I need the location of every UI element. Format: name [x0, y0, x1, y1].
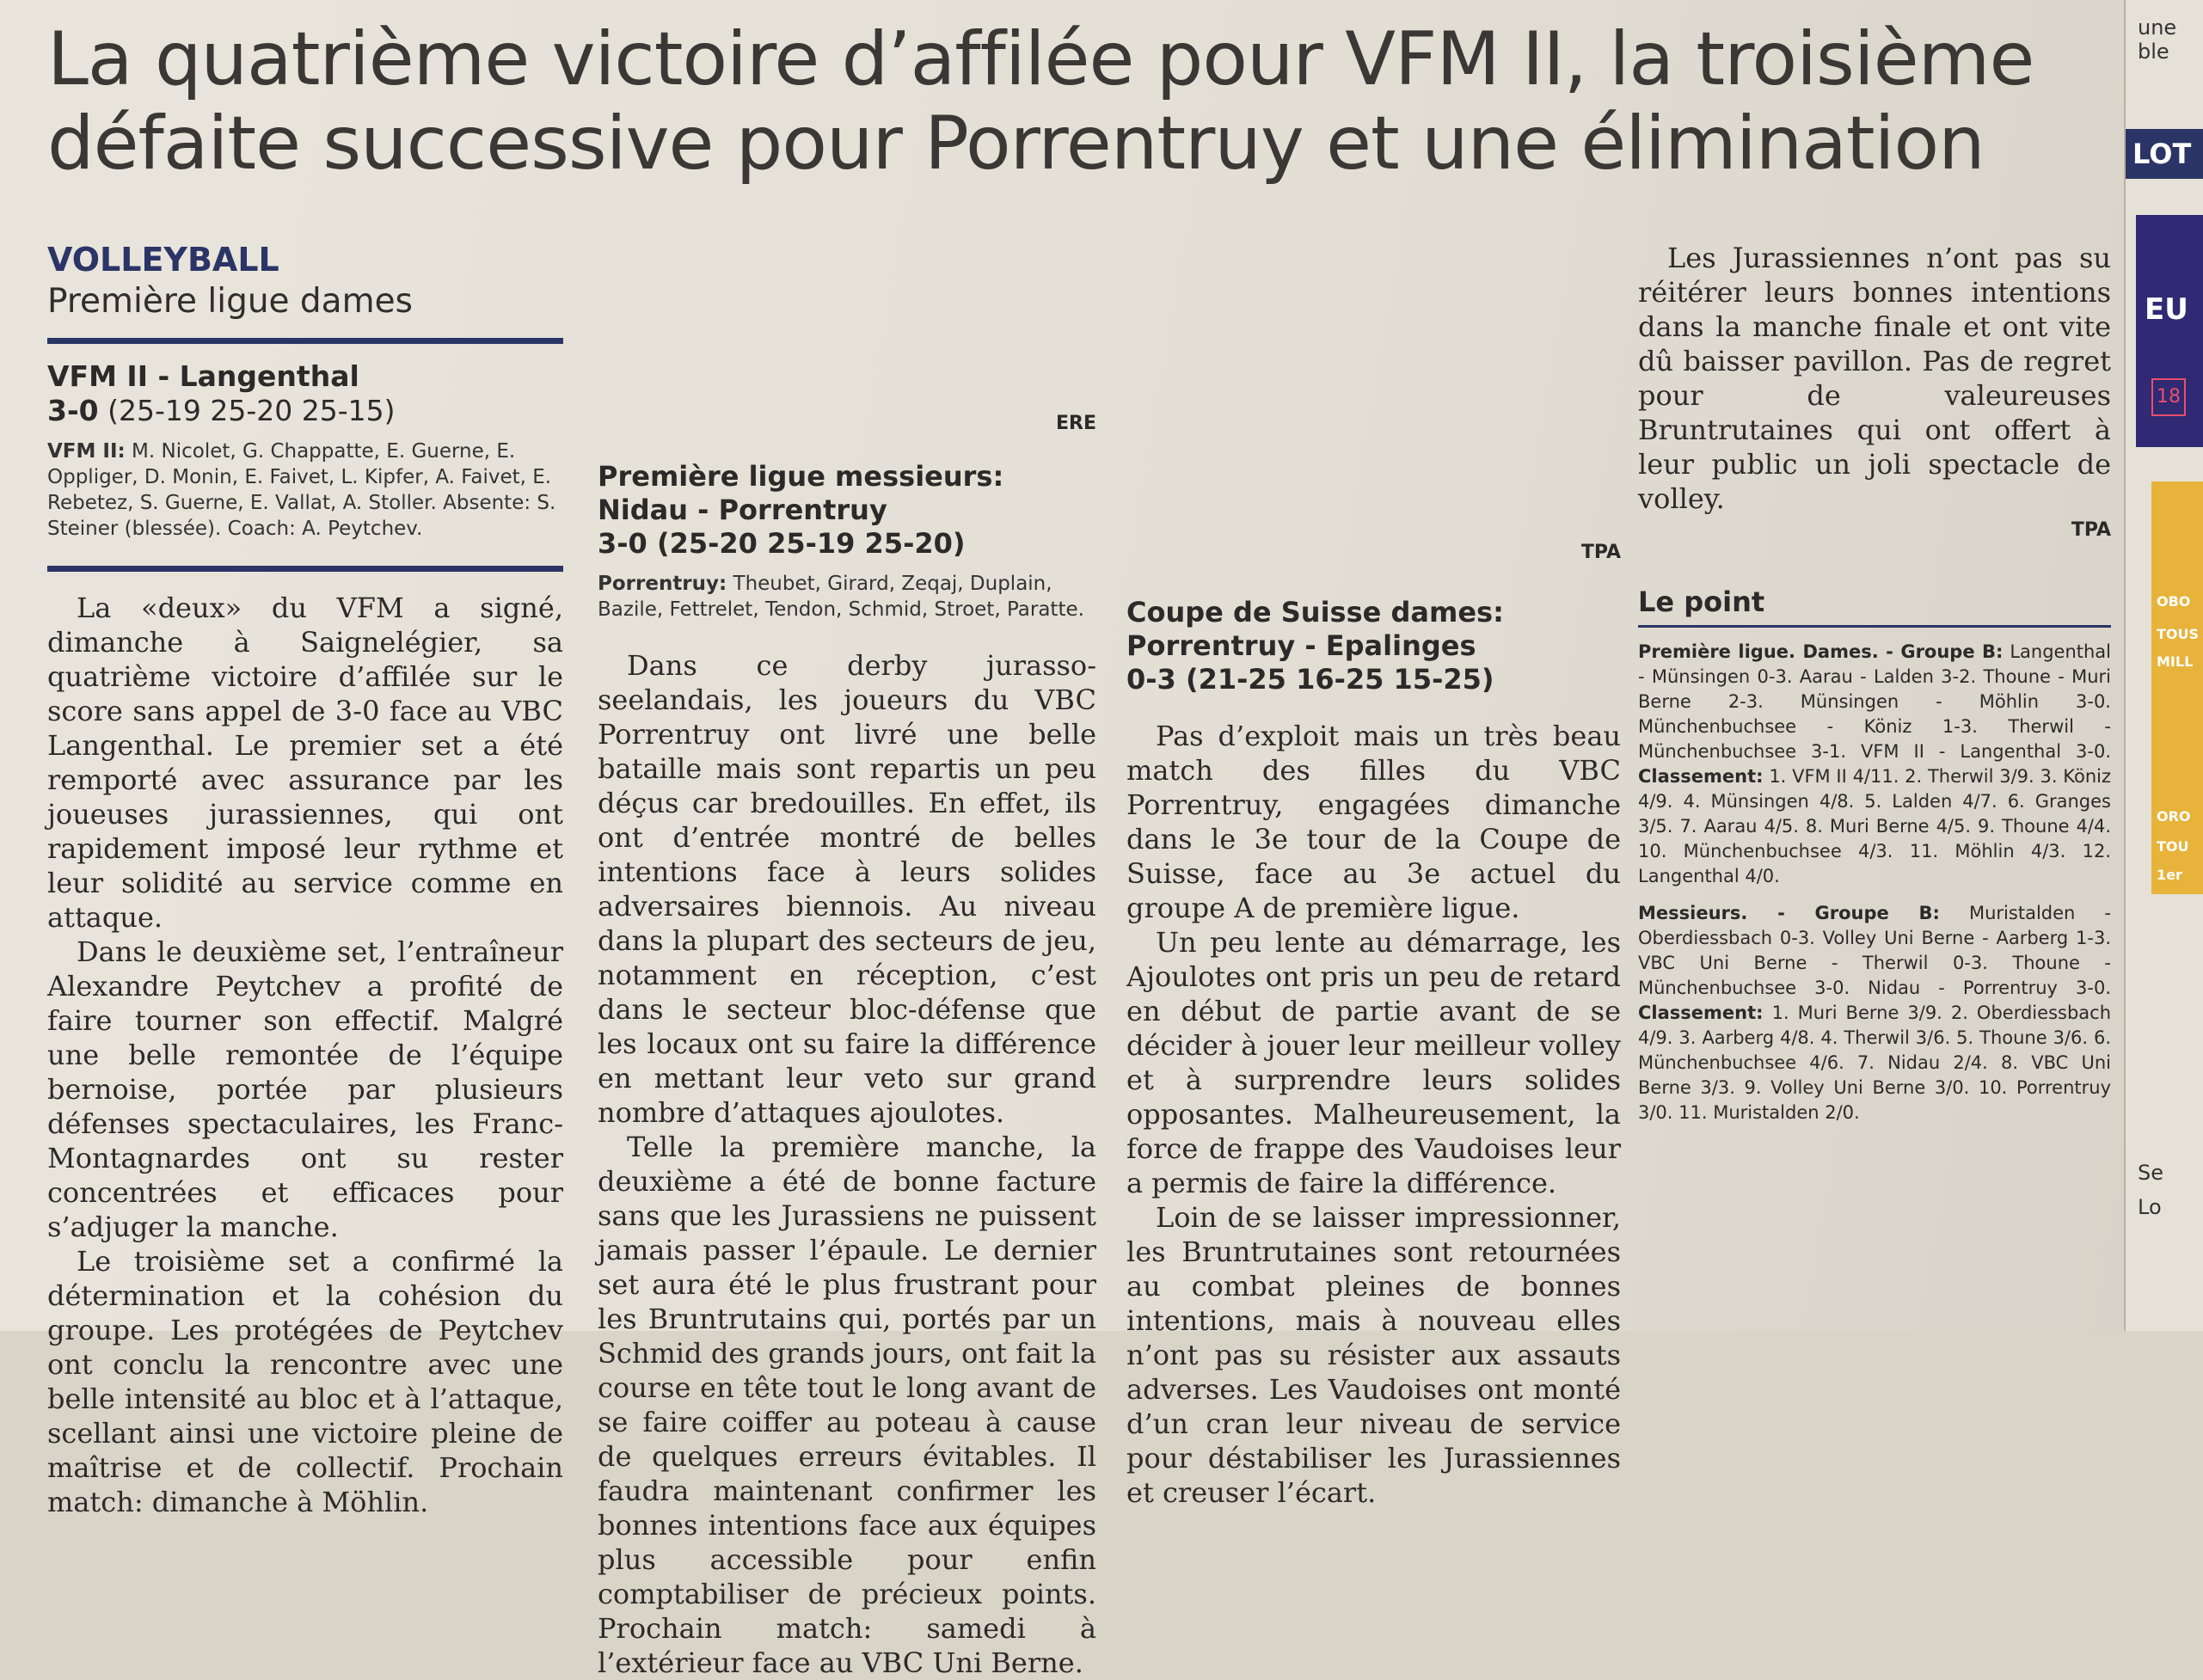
section-kicker: VOLLEYBALL [47, 241, 279, 279]
article1-p1: La «deux» du VFM a signé, dimanche à Saignelégier, sa quatrième victoire d’affilée sur le score sans appel de 3-0 face au VBC Langenthal. Le premier set a été remporté avec assurance par les joueuses jurassiennes, qui ont rapidement imposé leur rythme et leur solidité au service comme en attaque. [47, 592, 563, 934]
article2-p2: Telle la première manche, la deuxième a été de bonne facture sans que les Jurassiens ne puissent jamais passer l’épaule. Le dernier set aura été le plus frustrant pour les Bruntrutains qui, portés par un Schmid des grands jours, ont fait la course en tête tout le long avant de se faire coiffer au poteau à cause de quelques erreurs évitables. Il faudra maintenant confirmer les bonnes intentions face aux équipes plus accessible pour enfin comptabiliser de précieux points. Prochain match: samedi à l’extérieur face au VBC Uni Berne. [598, 1131, 1096, 1679]
dames-label: Première ligue. Dames. - Groupe B: [1638, 641, 2004, 662]
edge-snippet: Lo [2138, 1195, 2162, 1219]
article3-signature: TPA [2071, 519, 2111, 541]
game2-lineup-text: Theubet, Girard, Zeqaj, Duplain, Bazile, Fettrelet, Tendon, Schmid, Stroet, Paratte. [598, 573, 1084, 621]
edge-ad-text: TOUS [2157, 626, 2200, 642]
messieurs-results-text: Muristalden - Oberdiessbach 0-3. Volley Uni Berne - Aarberg 1-3. VBC Uni Berne - Therwil 0-3. Thoune - Münchenbuchsee 3-0. Nidau - Porrentruy 3-0. [1638, 903, 2111, 998]
dames-results-text: Langenthal - Münsingen 0-3. Aarau - Lalden 3-2. Thoune - Muri Berne 2-3. Münsingen - Möhlin 3-0. Münchenbuchsee - Köniz 1-3. Therwil - Münchenbuchsee 3-1. VFM II - Langenthal 3-0. [1638, 641, 2111, 762]
edge-ad-text: TOU [2157, 838, 2189, 855]
article2-signature: TPA [1580, 542, 1621, 563]
edge-snippet: Se [2138, 1161, 2163, 1185]
le-point-box [1638, 640, 2111, 1125]
article3-body [1126, 719, 1621, 1509]
game1-lineup-label: VFM II: [47, 440, 126, 463]
article3-p1: Pas d’exploit mais un très beau match des filles du VBC Porrentruy, engagées dimanche dans le 3e tour de la Coupe de Suisse, face au 3e actuel du groupe A de première ligue. [1126, 720, 1621, 924]
game1-teams: VFM II - Langenthal [47, 359, 359, 393]
edge-ad-text: ORO [2157, 808, 2191, 825]
article2-body [598, 648, 1096, 1679]
adjacent-page-edge [2124, 0, 2203, 1331]
column-4 [1638, 241, 2111, 1137]
section-league: Première ligue dames [47, 282, 413, 321]
article1-p2: Dans le deuxième set, l’entraîneur Alexandre Peytchev a profité de faire tourner son effectif. Malgré une belle remontée de l’équipe bernoise, portée par plusieurs défenses spectaculaires, les Franc-Montagnardes ont su rester concentrées et efficaces pour s’adjuger la manche. [47, 935, 563, 1243]
game2-teams: Nidau - Porrentruy [598, 494, 887, 526]
game2-score: 3-0 (25-20 25-19 25-20) [598, 527, 966, 560]
game2-lineup [598, 571, 1096, 622]
dames-class-label: Classement: [1638, 766, 1764, 787]
article3-p3: Loin de se laisser impressionner, les Bruntrutaines sont retournées au combat pleines de bonnes intentions, mais à nouveau elles n’ont pas su résister aux assauts adverses. Les Vaudoises ont monté d’un cran leur niveau de service pour déstabiliser les Jurassiennes et creuser l’écart. [1126, 1201, 1621, 1509]
dames-class-text: 1. VFM II 4/11. 2. Therwil 3/9. 3. Köniz 4/9. 4. Münsingen 4/8. 5. Lalden 4/7. 6. Granges 3/5. 7. Aarau 4/5. 8. Muri Berne 4/5. 9. Thoune 4/4. 10. Münchenbuchsee 4/3. 11. Möhlin 4/3. 12. Langenthal 4/0. [1638, 766, 2111, 886]
article1-p3: Le troisième set a confirmé la détermination et la cohésion du groupe. Les protégées de Peytchev ont conclu la rencontre avec une belle intensité au bloc et à l’attaque, scellant ainsi une victoire pleine de maîtrise et de collectif. Prochain match: dimanche à Möhlin. [47, 1245, 563, 1518]
game1-lineup [47, 438, 563, 542]
messieurs-label: Messieurs. - Groupe B: [1638, 903, 1940, 923]
edge-lot-tab: LOT [2126, 129, 2203, 179]
column-2 [598, 241, 1096, 1679]
article3-continued [1638, 241, 2111, 516]
headline: La quatrième victoire d’affilée pour VFM II, la troisième défaite successive pour Porrentruy et une élimination [47, 16, 2034, 187]
edge-ad-text: MILL [2157, 653, 2194, 670]
article1-body [47, 591, 563, 1518]
messieurs-class-label: Classement: [1638, 1002, 1764, 1023]
column-1 [47, 241, 563, 1518]
game3-score: 0-3 (21-25 16-25 15-25) [1126, 663, 1494, 696]
messieurs-results [1638, 901, 2111, 1125]
game3-header [1126, 596, 1621, 696]
edge-eu-label: EU [2145, 292, 2188, 327]
edge-eu-block [2136, 215, 2203, 447]
article2-p1: Dans ce derby jurasso-seelandais, les joueurs du VBC Porrentruy ont livré une belle bataille mais sont repartis un peu déçus car bredouilles. En effet, ils ont d’entrée montré de belles intentions face à leurs solides adversaires biennois. Au niveau dans la plupart des secteurs de jeu, notamment en réception, c’est dans le secteur bloc-défense que les locaux ont su faire la différence en mettant leur veto sur grand nombre d’attaques ajoulotes. [598, 649, 1096, 1129]
divider [47, 338, 563, 344]
edge-ad-text: OBO [2157, 593, 2191, 610]
game3-league: Coupe de Suisse dames: [1126, 596, 1504, 628]
edge-ad-text: 1er [2157, 867, 2182, 883]
game1-lineup-text: M. Nicolet, G. Chappatte, E. Guerne, E. Oppliger, D. Monin, E. Faivet, L. Kipfer, A. Faivet, E. Rebetez, S. Guerne, E. Vallat, A. Stoller. Absente: S. Steiner (blessée). Coach: A. Peytchev. [47, 440, 556, 540]
le-point-title: Le point [1638, 586, 1765, 618]
column-3 [1126, 241, 1621, 1509]
messieurs-class-text: 1. Muri Berne 3/9. 2. Oberdiessbach 4/9. 3. Aarberg 4/8. 4. Therwil 3/6. 5. Thoune 3/6. 6. Münchenbuchsee 4/6. 7. Nidau 2/4. 8. VBC Uni Berne 3/3. 9. Volley Uni Berne 3/0. 10. Porrentruy 3/0. 11. Muristalden 2/0. [1638, 1002, 2111, 1123]
game2-header [598, 460, 1096, 561]
divider [1638, 625, 2111, 628]
dames-results [1638, 640, 2111, 889]
game2-league: Première ligue messieurs: [598, 460, 1004, 493]
article1-signature: ERE [1056, 413, 1096, 434]
game1-header [47, 359, 563, 428]
divider [47, 566, 563, 572]
edge-age-badge: 18 [2151, 378, 2186, 416]
game1-sets: (25-19 25-20 25-15) [107, 394, 396, 427]
game2-lineup-label: Porrentruy: [598, 573, 727, 595]
edge-snippet: une ble [2138, 15, 2177, 64]
article3-p2: Un peu lente au démarrage, les Ajoulotes ont pris un peu de retard en début de partie avant de se décider à jouer leur meilleur volley et à surprendre leurs solides opposantes. Malheureusement, la force de frappe des Vaudoises leur a permis de faire la différence. [1126, 926, 1621, 1199]
edge-yellow-ad [2151, 481, 2203, 894]
game3-teams: Porrentruy - Epalinges [1126, 629, 1476, 662]
article3-p4: Les Jurassiennes n’ont pas su réitérer leurs bonnes intentions dans la manche finale et ont vite dû baisser pavillon. Pas de regret pour de valeureuses Bruntrutaines qui ont offert à leur public un joli spectacle de volley. [1638, 242, 2111, 515]
game1-score: 3-0 [47, 394, 99, 427]
